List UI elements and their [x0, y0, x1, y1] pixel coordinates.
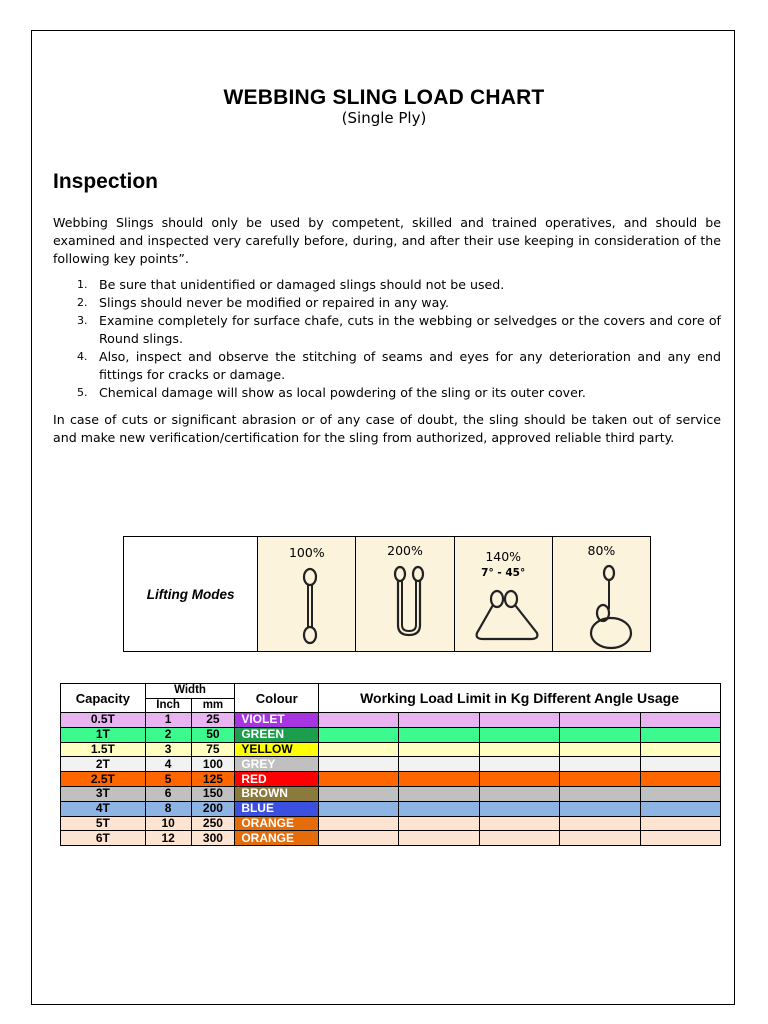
wll-value-cell: [640, 757, 720, 772]
table-row: [61, 757, 721, 772]
wll-value-cell: [399, 713, 479, 728]
mm-cell: 100: [191, 757, 235, 772]
inspection-closing: In case of cuts or significant abrasion or of any case of doubt, the sling should be taken out of service and make new verification/certification for the sling from authorized, approved reliable third party.: [53, 412, 721, 445]
wll-value-cell: [399, 772, 479, 787]
inch-cell: 6: [145, 786, 191, 801]
wll-value-cell: [399, 742, 479, 757]
mode-percent: 140%: [485, 549, 522, 564]
wll-value-cell: [319, 801, 399, 816]
list-number: 2.: [77, 296, 88, 309]
wll-value-cell: [319, 742, 399, 757]
wll-value-cell: [640, 786, 720, 801]
inspection-points-list: [53, 276, 721, 402]
inch-cell: 12: [145, 831, 191, 846]
wll-value-cell: [479, 727, 559, 742]
list-number: 4.: [77, 350, 88, 363]
wll-value-cell: [560, 713, 640, 728]
header-inch: Inch: [145, 698, 191, 713]
wll-value-cell: [319, 831, 399, 846]
lifting-mode-choke: [552, 537, 650, 652]
angled-basket-lift-icon: [455, 537, 553, 651]
capacity-cell: 3T: [61, 786, 146, 801]
wll-value-cell: [479, 742, 559, 757]
lifting-modes-label: Lifting Modes: [124, 537, 258, 652]
mode-percent: 100%: [288, 545, 325, 560]
table-row: [61, 713, 721, 728]
wll-value-cell: [479, 831, 559, 846]
inch-cell: 4: [145, 757, 191, 772]
basket-lift-icon: [356, 537, 454, 651]
lifting-mode-angled-basket: [454, 537, 552, 652]
wll-value-cell: [399, 786, 479, 801]
list-text: Also, inspect and observe the stitching of seams and eyes for any deterioration and any end fittings for cracks or damage.: [99, 349, 721, 382]
mode-percent: 200%: [387, 543, 423, 558]
wll-value-cell: [399, 801, 479, 816]
wll-value-cell: [640, 816, 720, 831]
lifting-mode-straight: [258, 537, 356, 652]
capacity-cell: 2.5T: [61, 772, 146, 787]
table-row: [61, 831, 721, 846]
inch-cell: 5: [145, 772, 191, 787]
colour-cell: BROWN: [235, 786, 319, 801]
list-text: Slings should never be modified or repaired in any way.: [99, 295, 449, 310]
wll-value-cell: [399, 757, 479, 772]
table-row: [61, 727, 721, 742]
wll-value-cell: [560, 772, 640, 787]
colour-cell: YELLOW: [235, 742, 319, 757]
capacity-cell: 1.5T: [61, 742, 146, 757]
list-item: [53, 276, 721, 294]
mm-cell: 150: [191, 786, 235, 801]
lifting-mode-basket: [356, 537, 454, 652]
wll-value-cell: [319, 727, 399, 742]
colour-cell: ORANGE: [235, 816, 319, 831]
wll-value-cell: [479, 772, 559, 787]
wll-value-cell: [640, 713, 720, 728]
wll-value-cell: [560, 757, 640, 772]
straight-lift-icon: [258, 537, 356, 651]
wll-value-cell: [319, 713, 399, 728]
header-mm: mm: [191, 698, 235, 713]
table-row: [61, 772, 721, 787]
capacity-cell: 6T: [61, 831, 146, 846]
list-item: [53, 312, 721, 348]
mm-cell: 200: [191, 801, 235, 816]
mm-cell: 50: [191, 727, 235, 742]
wll-value-cell: [319, 816, 399, 831]
list-number: 5.: [77, 386, 88, 399]
list-text: Chemical damage will show as local powdering of the sling or its outer cover.: [99, 385, 586, 400]
header-colour: Colour: [235, 684, 319, 713]
capacity-cell: 1T: [61, 727, 146, 742]
wll-value-cell: [479, 757, 559, 772]
mm-cell: 25: [191, 713, 235, 728]
capacity-cell: 0.5T: [61, 713, 146, 728]
wll-value-cell: [399, 727, 479, 742]
list-number: 1.: [77, 278, 88, 291]
inch-cell: 1: [145, 713, 191, 728]
list-item: [53, 348, 721, 384]
lifting-modes-table: [123, 536, 651, 652]
list-text: Be sure that unidentified or damaged slings should not be used.: [99, 277, 505, 292]
document-title: WEBBING SLING LOAD CHART: [223, 86, 545, 109]
wll-value-cell: [560, 831, 640, 846]
wll-value-cell: [560, 786, 640, 801]
wll-value-cell: [399, 831, 479, 846]
colour-cell: ORANGE: [235, 831, 319, 846]
wll-value-cell: [479, 786, 559, 801]
capacity-cell: 5T: [61, 816, 146, 831]
wll-value-cell: [640, 801, 720, 816]
list-item: [53, 384, 721, 402]
inch-cell: 10: [145, 816, 191, 831]
list-number: 3.: [77, 314, 88, 327]
header-width: Width: [145, 684, 235, 699]
wll-value-cell: [560, 742, 640, 757]
mode-percent: 80%: [587, 543, 616, 558]
mm-cell: 250: [191, 816, 235, 831]
colour-cell: GREEN: [235, 727, 319, 742]
working-load-limit-table: [60, 683, 721, 846]
inch-cell: 8: [145, 801, 191, 816]
wll-value-cell: [479, 816, 559, 831]
wll-value-cell: [319, 757, 399, 772]
list-text: Examine completely for surface chafe, cuts in the webbing or selvedges or the covers and core of Round slings.: [99, 313, 721, 346]
wll-value-cell: [479, 801, 559, 816]
wll-value-cell: [560, 801, 640, 816]
wll-value-cell: [560, 816, 640, 831]
inch-cell: 2: [145, 727, 191, 742]
wll-value-cell: [640, 727, 720, 742]
wll-value-cell: [319, 786, 399, 801]
colour-cell: RED: [235, 772, 319, 787]
table-row: [61, 816, 721, 831]
inspection-intro: Webbing Slings should only be used by competent, skilled and trained operatives, and should be examined and inspected very carefully before, during, and after their use keeping in consideration of the following key points”.: [53, 215, 721, 266]
colour-cell: GREY: [235, 757, 319, 772]
wll-value-cell: [399, 816, 479, 831]
mm-cell: 125: [191, 772, 235, 787]
wll-value-cell: [640, 772, 720, 787]
inch-cell: 3: [145, 742, 191, 757]
wll-value-cell: [640, 742, 720, 757]
wll-value-cell: [640, 831, 720, 846]
mm-cell: 75: [191, 742, 235, 757]
list-item: [53, 294, 721, 312]
wll-table-body: [61, 713, 721, 846]
table-row: [61, 801, 721, 816]
header-wll: Working Load Limit in Kg Different Angle Usage: [319, 684, 721, 713]
capacity-cell: 2T: [61, 757, 146, 772]
header-capacity: Capacity: [61, 684, 146, 713]
wll-value-cell: [479, 713, 559, 728]
capacity-cell: 4T: [61, 801, 146, 816]
wll-value-cell: [560, 727, 640, 742]
wll-value-cell: [319, 772, 399, 787]
colour-cell: BLUE: [235, 801, 319, 816]
mm-cell: 300: [191, 831, 235, 846]
colour-cell: VIOLET: [235, 713, 319, 728]
mode-angle: 7° - 45°: [481, 567, 526, 579]
document-subtitle: (Single Ply): [341, 109, 427, 127]
choke-lift-icon: [553, 537, 651, 651]
table-row: [61, 786, 721, 801]
table-row: [61, 742, 721, 757]
inspection-heading: Inspection: [53, 170, 159, 193]
